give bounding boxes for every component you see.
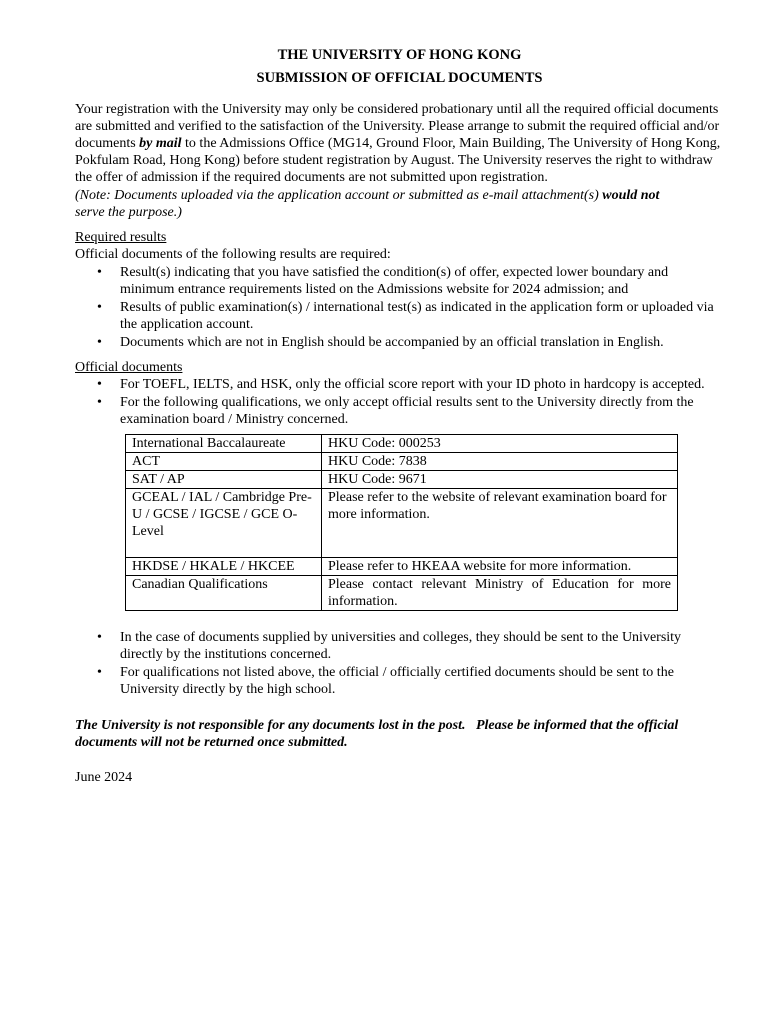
qualifications-table bbox=[125, 434, 678, 611]
note-would-not: would not bbox=[602, 188, 660, 203]
university-name: THE UNIVERSITY OF HONG KONG bbox=[277, 47, 522, 63]
intro-by-mail: by mail bbox=[139, 136, 182, 151]
info-cell: HKU Code: 9671 bbox=[322, 471, 678, 489]
required-results-heading: Required results bbox=[75, 230, 167, 245]
info-cell: Please contact relevant Ministry of Education for more information. bbox=[322, 576, 678, 611]
note-paragraph bbox=[75, 187, 724, 221]
table-row bbox=[126, 558, 678, 576]
qualification-cell: HKDSE / HKALE / HKCEE bbox=[126, 558, 322, 576]
required-results-list bbox=[75, 264, 724, 351]
disclaimer: The University is not responsible for any documents lost in the post. Please be informed that the official documents will not be returned once submitted. bbox=[75, 718, 682, 750]
info-cell: Please refer to HKEAA website for more information. bbox=[322, 558, 678, 576]
info-cell: Please refer to the website of relevant examination board for more information. bbox=[322, 489, 678, 558]
qualification-cell: ACT bbox=[126, 453, 322, 471]
page-title: SUBMISSION OF OFFICIAL DOCUMENTS bbox=[256, 70, 543, 86]
list-item: • For TOEFL, IELTS, and HSK, only the official score report with your ID photo in hardcopy is accepted. bbox=[120, 376, 724, 393]
info-cell: HKU Code: 000253 bbox=[322, 435, 678, 453]
list-item: • For the following qualifications, we only accept official results sent to the University directly from the examination board / Ministry concerned. bbox=[120, 394, 724, 428]
note-text-1: (Note: Documents uploaded via the application account or submitted as e-mail attachment(s) bbox=[75, 188, 603, 203]
qualification-cell: SAT / AP bbox=[126, 471, 322, 489]
list-item: • Documents which are not in English should be accompanied by an official translation in English. bbox=[120, 334, 724, 351]
note-text-2-visible: serve the purpose.) bbox=[75, 205, 182, 220]
list-item: • In the case of documents supplied by universities and colleges, they should be sent to the University directly by the institutions concerned. bbox=[120, 629, 724, 663]
intro-paragraph bbox=[75, 101, 724, 186]
table-row bbox=[126, 576, 678, 611]
additional-notes-list bbox=[75, 629, 724, 698]
intro-text-2: to the Admissions Office (MG14, Ground Floor, Main Building, The University of Hong Kong, Pokfulam Road, Hong Kong) before student registration by August. The University reserves the right to withdraw the offer of admission if the required documents are not submitted upon registration. bbox=[75, 136, 721, 185]
official-documents-heading: Official documents bbox=[75, 360, 183, 375]
qualification-cell: GCEAL / IAL / Cambridge Pre-U / GCSE / IGCSE / GCE O-Level bbox=[126, 489, 322, 558]
qualification-cell: International Baccalaureate bbox=[126, 435, 322, 453]
list-item: • Results of public examination(s) / international test(s) as indicated in the application form or uploaded via the application account. bbox=[120, 299, 724, 333]
info-cell: HKU Code: 7838 bbox=[322, 453, 678, 471]
list-item: • Result(s) indicating that you have satisfied the condition(s) of offer, expected lower boundary and minimum entrance requirements listed on the Admissions website for 2024 admission; and bbox=[120, 264, 724, 298]
table-row bbox=[126, 489, 678, 558]
qualification-cell: Canadian Qualifications bbox=[126, 576, 322, 611]
table-row bbox=[126, 453, 678, 471]
intro-text-1: Your registration with the University may only be considered probationary until all the required official documents are submitted and verified to the satisfaction of the University. Please arrange to submit the required official and/or documents bbox=[75, 102, 720, 151]
list-item: • For qualifications not listed above, the official / officially certified documents should be sent to the University directly by the high school. bbox=[120, 664, 724, 698]
official-documents-list bbox=[75, 376, 724, 428]
table-row bbox=[126, 471, 678, 489]
document-date: June 2024 bbox=[75, 770, 133, 785]
required-results-intro: Official documents of the following results are required: bbox=[75, 247, 391, 262]
table-row bbox=[126, 435, 678, 453]
